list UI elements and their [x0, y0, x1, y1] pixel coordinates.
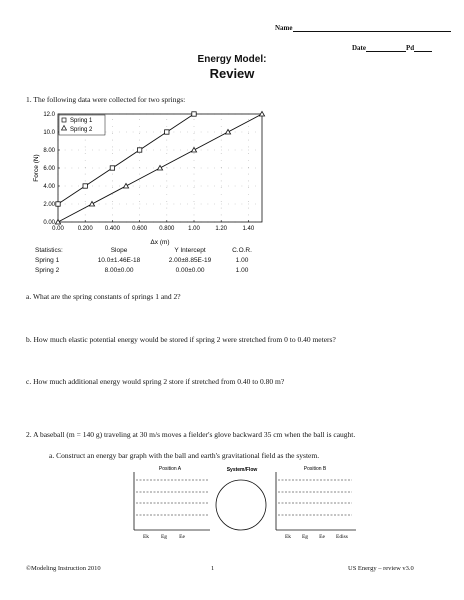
y-axis-label: Force (N) [33, 154, 40, 182]
x-tick-label: 1.20 [215, 226, 228, 232]
question-2: 2. A baseball (m = 140 g) traveling at 30 m/s moves a fielder's glove backward 35 cm when the ball is caught. [26, 430, 356, 439]
y-tick-label: 10.0 [43, 130, 55, 136]
legend-spring-2: Spring 2 [70, 127, 93, 133]
y-tick-label: 12.0 [43, 112, 55, 118]
position-b-ediss-label: Ediss [336, 534, 348, 540]
data-point-spring-2 [225, 129, 230, 134]
x-axis-label: Δx (m) [150, 239, 170, 246]
question-1b: b. How much elastic potential energy would be stored if spring 2 were stretched from 0 to 0.40 meters? [26, 335, 336, 344]
statistics-table [33, 245, 259, 275]
position-a-ek-label: Ek [142, 534, 150, 540]
footer-doc-id: US Energy – review v3.0 [348, 565, 414, 572]
data-point-spring-2 [191, 147, 196, 152]
name-field [275, 24, 451, 32]
stats-cell: 1.00 [235, 266, 249, 274]
date-blank [366, 51, 406, 52]
x-tick-label: 1.00 [188, 226, 200, 232]
data-point-spring-1 [137, 148, 141, 152]
stats-cell: 0.00±0.00 [175, 266, 205, 274]
data-point-spring-2 [123, 183, 128, 188]
date-label: Date [352, 44, 366, 52]
footer-copyright: ©Modeling Instruction 2010 [26, 565, 101, 572]
stats-cell: 10.0±1.46E-18 [97, 256, 141, 264]
page-number: 1 [211, 565, 215, 572]
legend-spring-1: Spring 1 [70, 118, 93, 124]
stats-cell: 2.00±8.85E-19 [168, 256, 212, 264]
y-tick-label: 0.00 [43, 220, 55, 226]
data-point-spring-2 [157, 165, 162, 170]
stats-row [33, 265, 259, 275]
name-label: Name [275, 24, 293, 32]
stats-header: C.O.R. [232, 246, 252, 254]
data-point-spring-1 [83, 184, 87, 188]
energy-bar-graph [120, 460, 370, 548]
pd-blank [414, 51, 432, 52]
page-title: Energy Model: [197, 54, 267, 65]
y-tick-label: 2.00 [43, 202, 55, 208]
question-1c: c. How much additional energy would spring 2 store if stretched from 0.40 to 0.80 m? [26, 377, 285, 386]
stats-cell: 8.00±0.00 [104, 266, 134, 274]
position-b-ee-label: Ee [319, 534, 325, 540]
stats-cell: Spring 1 [35, 256, 60, 264]
spring-force-chart [30, 108, 270, 248]
data-point-spring-2 [89, 201, 94, 206]
y-tick-label: 6.00 [43, 166, 55, 172]
data-point-spring-1 [165, 130, 169, 134]
question-1a: a. What are the spring constants of springs 1 and 2? [26, 292, 181, 301]
position-b-grid [278, 480, 352, 515]
stats-header: Y Intercept [174, 246, 206, 254]
x-tick-label: 0.400 [104, 226, 120, 232]
data-point-spring-1 [56, 202, 60, 206]
page-subtitle: Review [209, 66, 255, 81]
position-b-eg-label: Eg [301, 534, 309, 540]
position-a-label: Position A [158, 466, 182, 472]
x-tick-label: 1.40 [242, 226, 255, 232]
date-pd-field [352, 44, 432, 52]
x-tick-label: 0.00 [52, 226, 64, 232]
y-tick-label: 8.00 [43, 148, 55, 154]
question-1: 1. The following data were collected for two springs: [26, 95, 186, 104]
stats-header-row [33, 245, 259, 255]
stats-header: Slope [110, 246, 128, 254]
x-tick-label: 0.800 [159, 226, 175, 232]
position-a-ee-label: Ee [179, 534, 185, 540]
system-flow-circle [216, 480, 266, 530]
name-blank [293, 31, 451, 32]
data-point-spring-1 [110, 166, 114, 170]
stats-header: Statistics: [35, 246, 63, 254]
stats-row [33, 255, 259, 265]
position-a-eg-label: Eg [160, 534, 168, 540]
system-flow-label: System/Flow [226, 467, 258, 473]
x-tick-label: 0.200 [77, 226, 93, 232]
position-a-grid [136, 480, 208, 515]
stats-cell: Spring 2 [35, 266, 60, 274]
data-point-spring-1 [192, 112, 196, 116]
position-b-ek-label: Ek [284, 534, 292, 540]
stats-cell: 1.00 [235, 256, 249, 264]
y-tick-label: 4.00 [43, 184, 55, 190]
chart-legend [59, 115, 105, 135]
pd-label: Pd [406, 44, 415, 52]
position-b-label: Position B [303, 466, 327, 472]
x-tick-label: 0.600 [132, 226, 148, 232]
question-2a: a. Construct an energy bar graph with the ball and earth's gravitational field as the system. [49, 451, 320, 460]
